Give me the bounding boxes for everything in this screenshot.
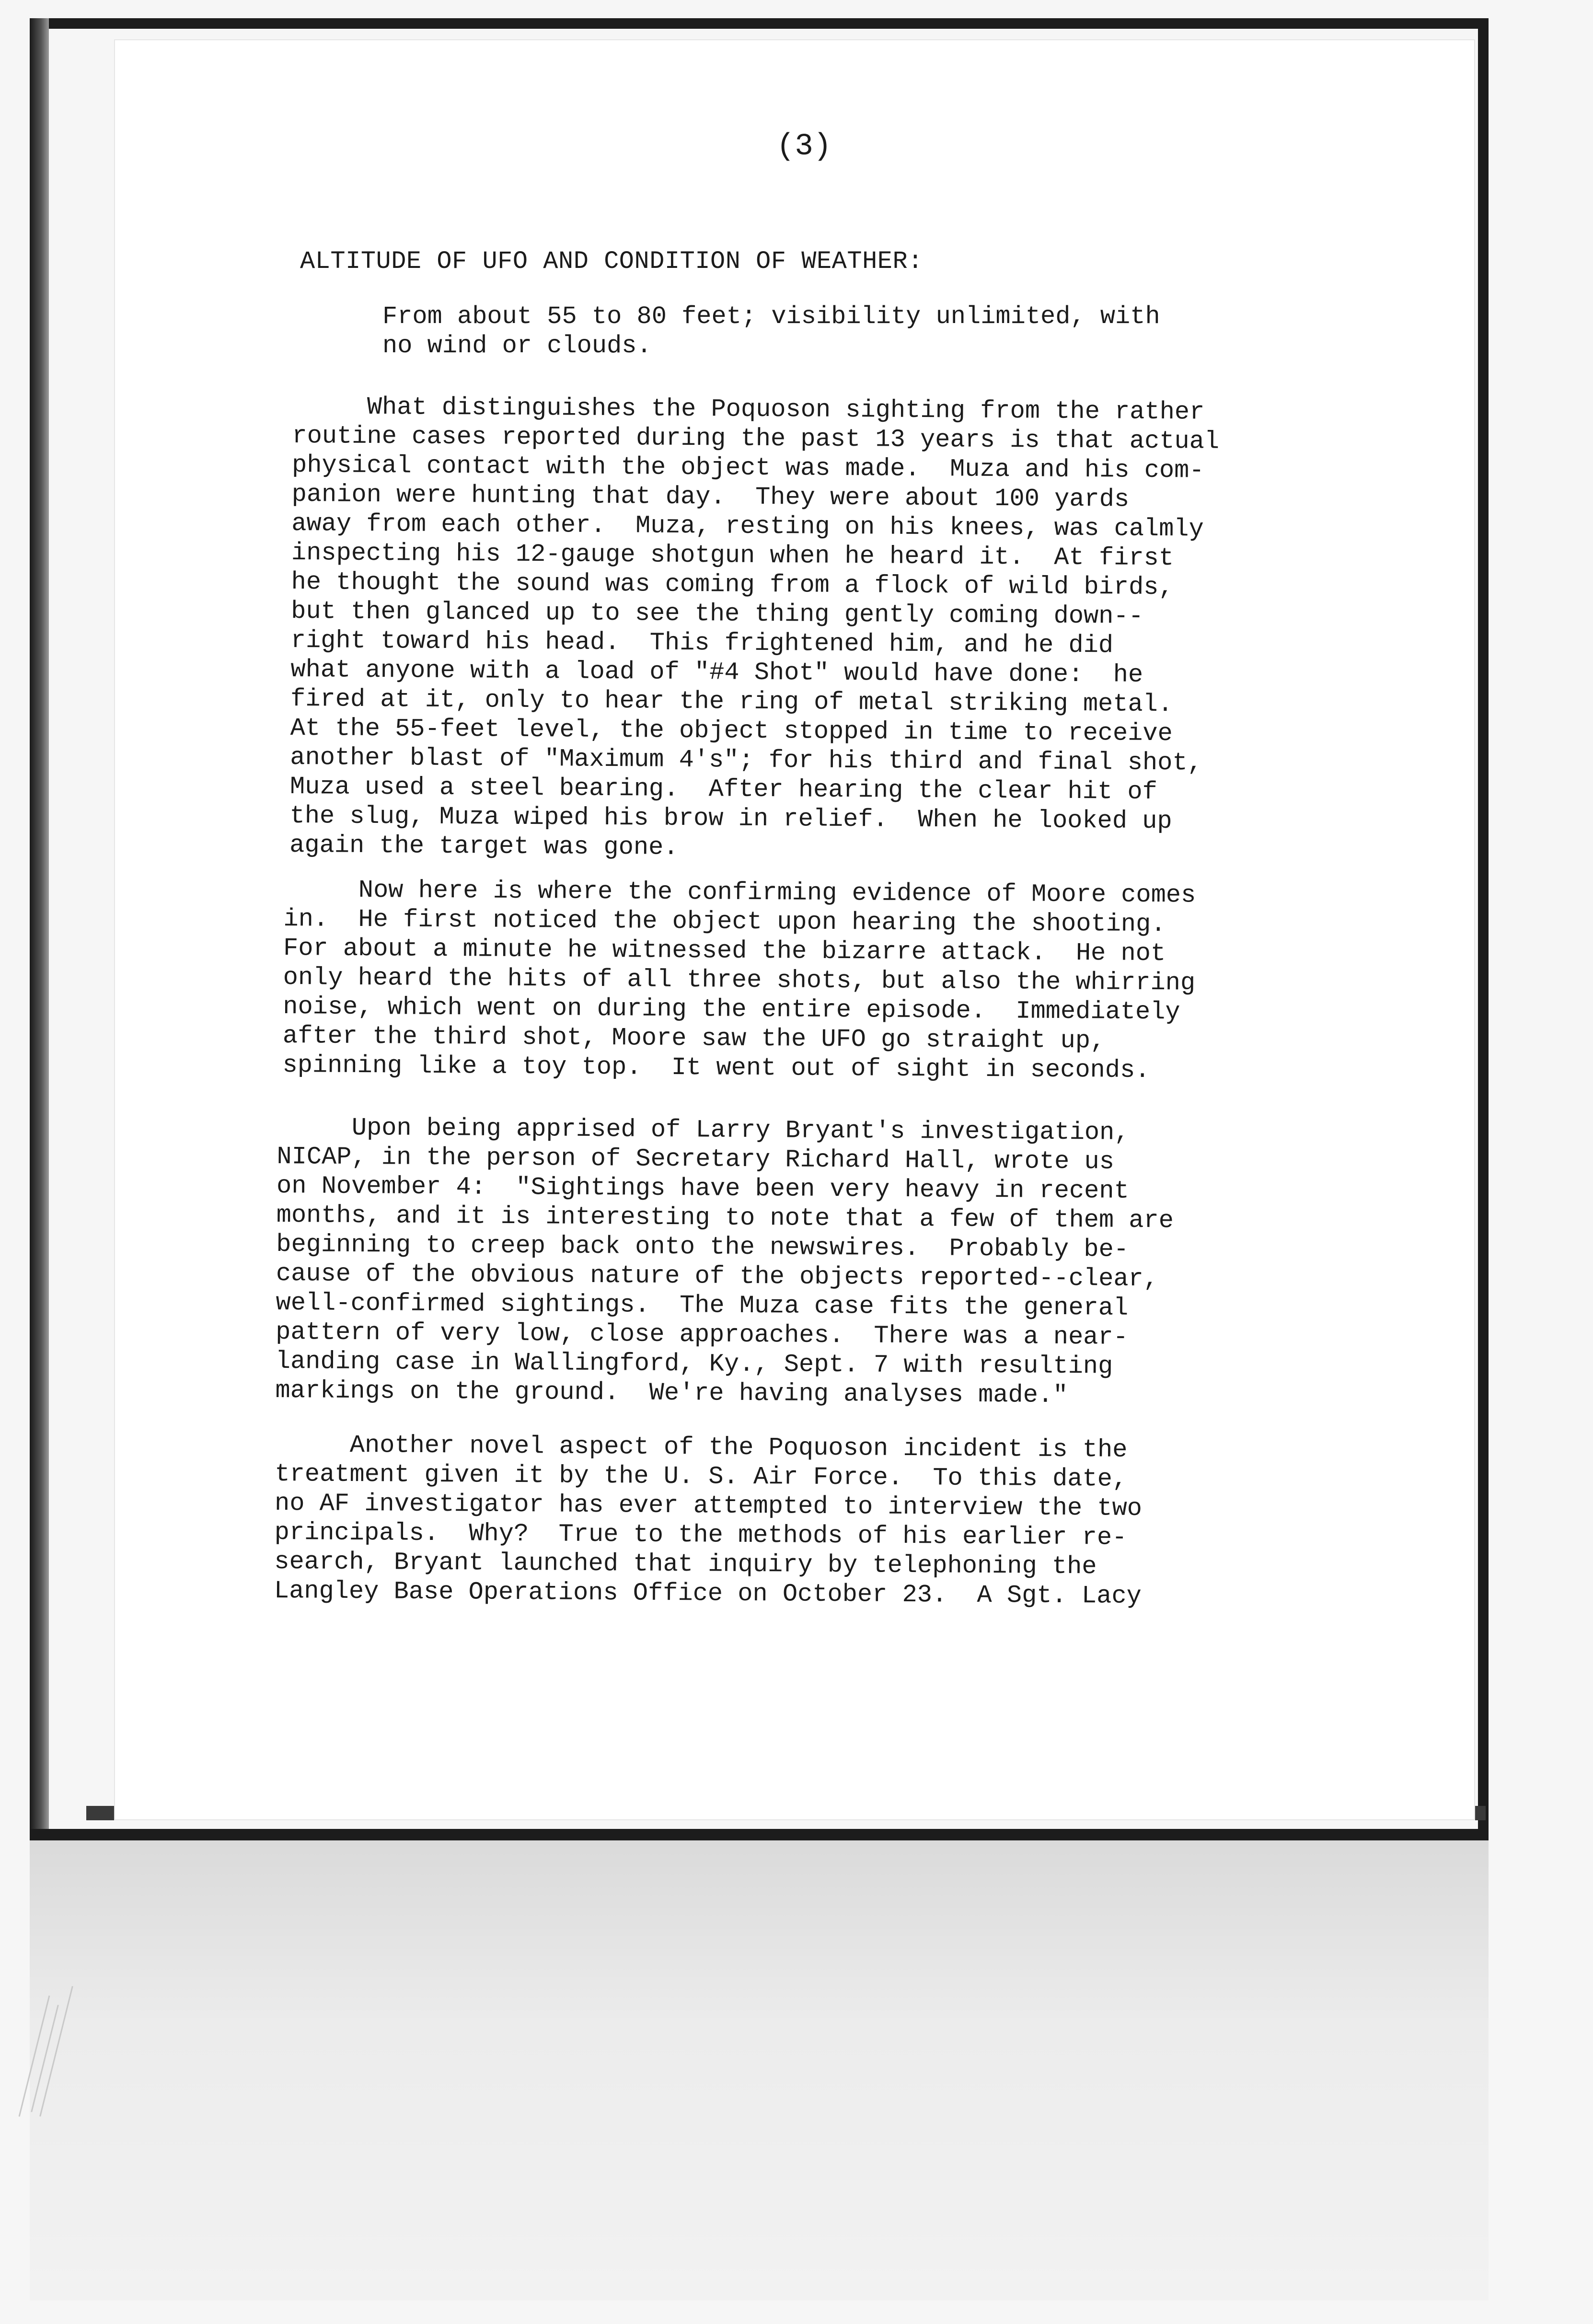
film-border-top [30,18,1489,29]
paragraph-poquoson-sighting: What distinguishes the Poquoson sighting from the rather routine cases reported during the past 13 years is that actual physical contact with the object was made. Muza and his com- panion were hunting that day. They were about 100 yards away from each other. Muza, resting on his knees, was calmly inspecting his 12-gauge shotgun when he heard it. At first he thought the sound was coming from a flock of wild birds, but then glanced up to see the thing gently coming down-- right toward his head. This frightened him, and he did what anyone with a load of "#4 Shot" would have done: he fired at it, only to hear the ring of metal striking metal. At the 55-feet level, the object stopped in time to receive another blast of "Maximum 4's"; for his third and final shot, Muza used a steel bearing. After hearing the clear hit of the slug, Muza wiped his brow in relief. When he looked up again the target was gone. [289,393,1220,862]
film-border-bottom [30,1829,1489,1840]
paragraph-nicap-letter: Upon being apprised of Larry Bryant's investigation, NICAP, in the person of Secretary Richard Hall, wrote us on November 4: "Sightings have been very heavy in recent months, and it is interesting to note that a few of them are beginning to creep back onto the newswires. Probably be- cause of the obvious nature of the objects reported--clear, well-confirmed sightings. The Muza case fits the general pattern of very low, close approaches. There was a near- landing case in Wallingford, Ky., Sept. 7 with resulting markings on the ground. We're having analyses made." [275,1113,1174,1410]
paragraph-moore-evidence: Now here is where the confirming evidence of Moore comes in. He first noticed the object upon hearing the shooting. For about a minute he witnessed the bizarre attack. He not only heard the hits of all three shots, but also the whirring noise, which went on during the entire episode. Immediately after the third shot, Moore saw the UFO go straight up, spinning like a toy top. It went out of sight in seconds. [282,876,1196,1085]
film-scratch [39,1986,73,2116]
paragraph-altitude-weather: From about 55 to 80 feet; visibility unlimited, with no wind or clouds. [382,302,1160,360]
film-border-left [30,18,49,1839]
paragraph-air-force-treatment: Another novel aspect of the Poquoson incident is the treatment given it by the U. S. Air Force. To this date, no AF investigator has ever attempted to interview the two principals. Why? True to the methods of his earlier re- search, Bryant launched that inquiry by telephoning the Langley Base Operations Office on October 23. A Sgt. Lacy [274,1431,1143,1611]
film-lower-area [30,1840,1489,2301]
page-number: (3) [776,129,832,164]
section-heading: ALTITUDE OF UFO AND CONDITION OF WEATHER: [300,247,923,276]
film-border-right [1478,18,1489,1839]
